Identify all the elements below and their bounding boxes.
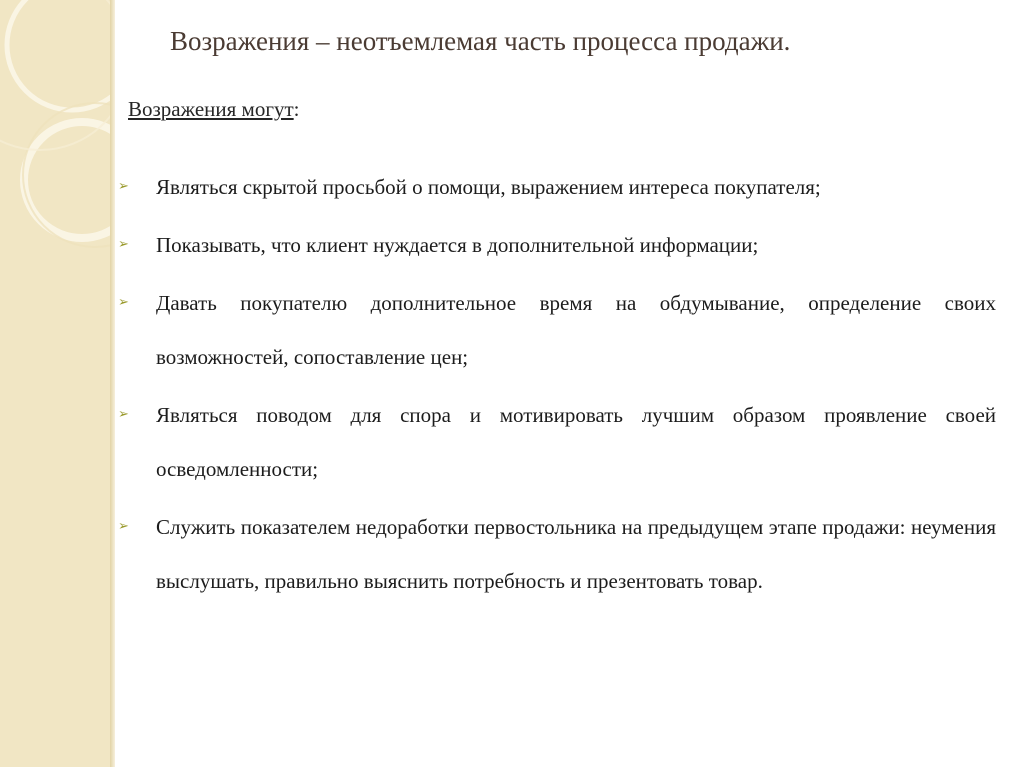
decorative-side-panel	[0, 0, 110, 767]
list-item-text: Служить показателем недоработки первостольника на предыдущем этапе продажи: неумения выслушать, правильно выяснить потребность и презентовать товар.	[156, 515, 996, 593]
list-item	[118, 500, 996, 608]
arrow-bullet-icon: ➢	[118, 179, 129, 194]
slide-title: Возражения – неотъемлемая часть процесса продажи.	[170, 26, 791, 56]
list-item	[118, 276, 996, 384]
list-item-text: Давать покупателю дополнительное время на обдумывание, определение своих возможностей, сопоставление цен;	[156, 291, 996, 369]
list-intro-text: Возражения могут	[128, 97, 294, 121]
side-panel-edge	[110, 0, 115, 767]
list-item-text: Являться поводом для спора и мотивировать лучшим образом проявление своей осведомленности;	[156, 403, 996, 481]
arrow-bullet-icon: ➢	[118, 237, 129, 252]
list-item-text: Показывать, что клиент нуждается в дополнительной информации;	[156, 233, 759, 257]
list-intro-colon: :	[293, 97, 300, 121]
arrow-bullet-icon: ➢	[118, 295, 129, 310]
arrow-bullet-icon: ➢	[118, 519, 129, 534]
arrow-bullet-icon: ➢	[118, 407, 129, 422]
list-item-text: Являться скрытой просьбой о помощи, выражением интереса покупателя;	[156, 175, 821, 199]
list-item	[118, 388, 996, 496]
list-intro	[128, 97, 300, 122]
list-item	[118, 160, 996, 214]
list-item	[118, 218, 996, 272]
decorative-circles-graphic	[0, 0, 110, 767]
bullet-list	[118, 160, 996, 612]
